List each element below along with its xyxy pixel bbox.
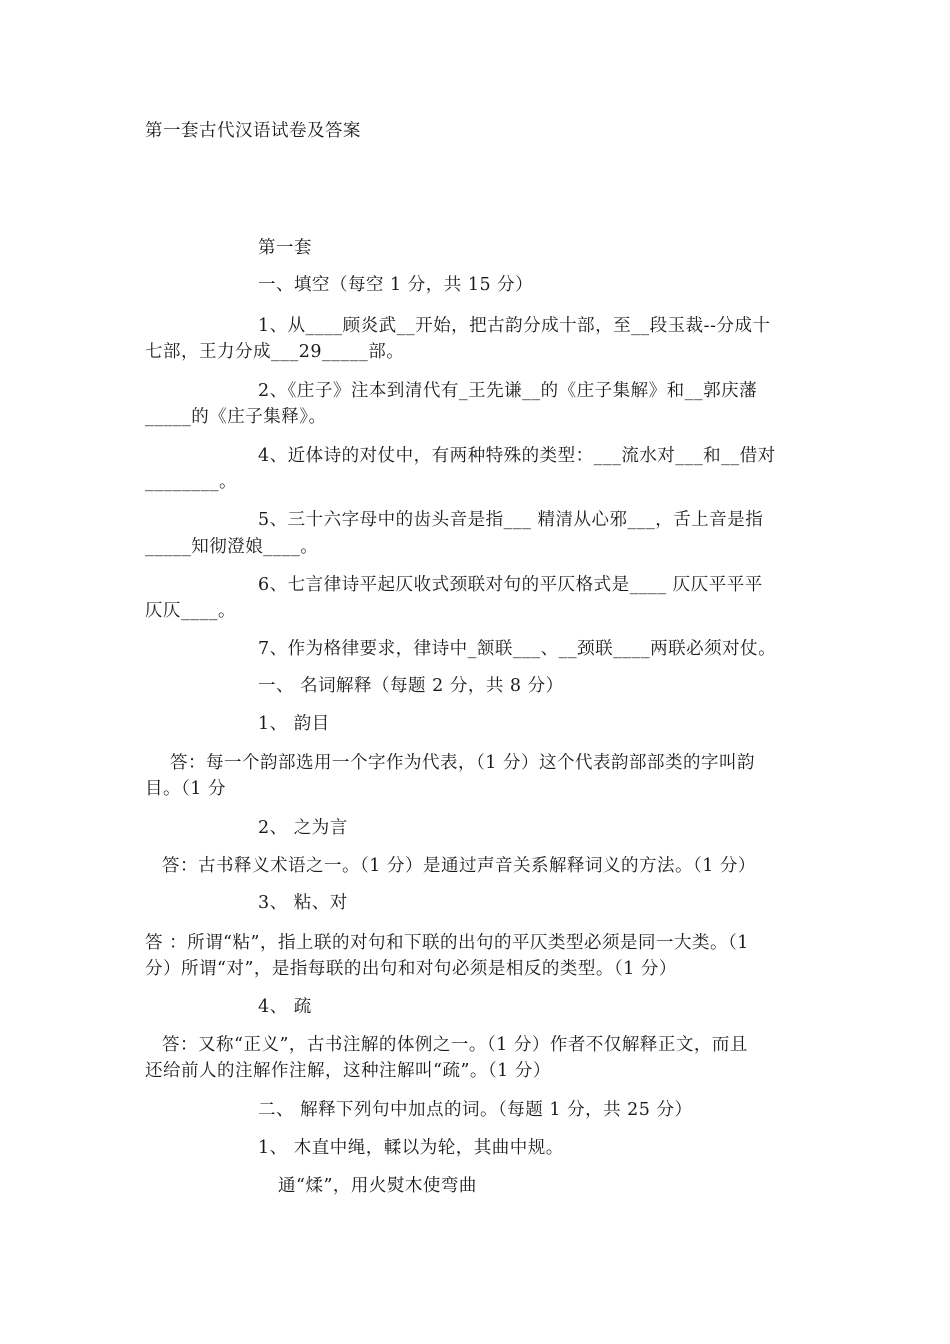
question-6-line-1: 6、七言律诗平起仄收式颈联对句的平仄格式是____ 仄仄平平平 (258, 575, 763, 595)
explain-heading: 二、 解释下列句中加点的词。（每题 1 分，共 25 分） (258, 1100, 693, 1120)
term-2-answer: 答：古书释义术语之一。（1 分）是通过声音关系解释词义的方法。（1 分） (162, 856, 756, 876)
question-6-line-2: 仄仄____。 (145, 601, 236, 621)
term-3-answer-line-1: 答 ：所谓“粘”，指上联的对句和下联的出句的平仄类型必须是同一大类。（1 (145, 933, 749, 953)
terms-heading: 一、 名词解释（每题 2 分，共 8 分） (258, 676, 564, 696)
question-4-line-2: ________。 (145, 472, 237, 492)
question-2-line-2: _____的《庄子集释》。 (145, 407, 327, 427)
question-5-line-2: _____知彻澄娘____。 (145, 537, 319, 557)
question-1-line-2: 七部，王力分成___29_____部。 (145, 342, 405, 362)
term-1-title: 1、 韵目 (258, 714, 330, 734)
question-2-line-1: 2、《庄子》注本到清代有_王先谦__的《庄子集解》和__郭庆藩 (258, 381, 758, 401)
question-4-line-1: 4、近体诗的对仗中，有两种特殊的类型：___流水对___和__借对 (258, 446, 776, 466)
term-2-title: 2、 之为言 (258, 818, 348, 838)
explain-item-1-answer: 通“煣”，用火熨木使弯曲 (278, 1176, 477, 1196)
term-1-answer-line-2: 目。（1 分 (145, 779, 226, 799)
explain-item-1: 1、 木直中绳，輮以为轮，其曲中规。 (258, 1138, 564, 1158)
term-3-answer-line-2: 分）所谓“对”，是指每联的出句和对句必须是相反的类型。（1 分） (145, 959, 677, 979)
fill-blank-heading: 一、填空（每空 1 分，共 15 分） (258, 275, 534, 295)
term-3-title: 3、 粘、对 (258, 893, 348, 913)
question-7: 7、作为格律要求，律诗中_颔联___、__颈联____两联必须对仗。 (258, 639, 777, 659)
term-4-answer-line-1: 答：又称“正义”，古书注解的体例之一。（1 分）作者不仅解释正文，而且 (162, 1035, 748, 1055)
term-4-title: 4、 疏 (258, 997, 312, 1017)
question-5-line-1: 5、三十六字母中的齿头音是指___ 精清从心邪___，舌上音是指 (258, 510, 764, 530)
document-title: 第一套古代汉语试卷及答案 (145, 121, 361, 141)
set-heading: 第一套 (258, 238, 312, 258)
term-1-answer-line-1: 答：每一个韵部选用一个字作为代表，（1 分）这个代表韵部部类的字叫韵 (170, 753, 755, 773)
question-1-line-1: 1、从____顾炎武__开始，把古韵分成十部，至__段玉裁--分成十 (258, 316, 771, 336)
term-4-answer-line-2: 还给前人的注解作注解，这种注解叫“疏”。（1 分） (145, 1061, 551, 1081)
